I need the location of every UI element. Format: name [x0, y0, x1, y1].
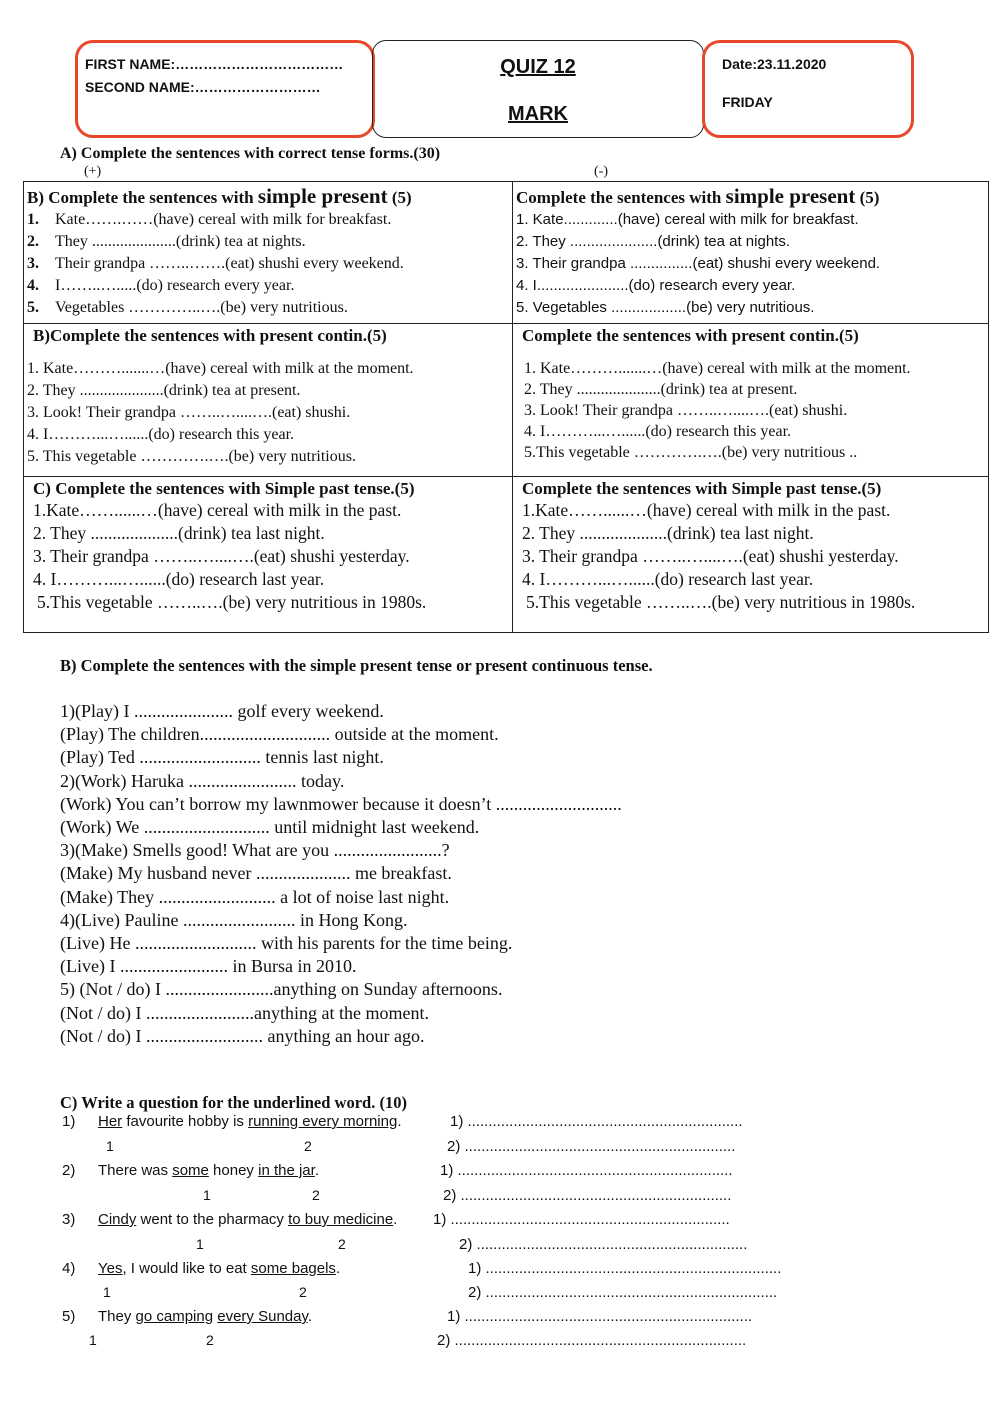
cell-heading: C) Complete the sentences with Simple past tense.(5) — [33, 479, 415, 498]
list-item[interactable]: 5. This vegetable ………….….(be) very nutritious. — [27, 448, 356, 465]
list-item[interactable]: 4. I………...…......(do) research last year. — [522, 569, 814, 589]
quiz-title-box — [372, 40, 704, 138]
question-4: 4) Yes, I would like to eat some bagels. — [62, 1260, 341, 1277]
exercise-line[interactable]: (Live) He ........................... with his parents for the time being. — [60, 933, 513, 954]
table-row — [24, 324, 989, 477]
list-item[interactable]: 3. Their grandpa ……..…....….(eat) shushi yesterday. — [522, 546, 899, 566]
marker-2: 2 — [299, 1284, 307, 1300]
list-item[interactable]: 3. Look! Their grandpa ……..…....….(eat) shushi. — [524, 402, 848, 419]
cell-heading: Complete the sentences with simple present (5) — [516, 184, 880, 208]
marker-1: 1 — [89, 1332, 97, 1348]
table-row — [24, 182, 989, 324]
section-c-title: C) Write a question for the underlined word. (10) — [60, 1093, 407, 1112]
answer-line-2[interactable]: 2) ................................................................. — [447, 1138, 736, 1155]
answer-line-2[interactable]: 2) ................................................................. — [443, 1187, 732, 1204]
list-item[interactable]: 1. Kate……….......…(have) cereal with milk at the moment. — [27, 360, 414, 377]
cell-present-continuous-negative — [513, 324, 989, 477]
list-item[interactable]: 4. I………...…......(do) research last year. — [33, 569, 325, 589]
list-item[interactable]: 5.This vegetable ……..….(be) very nutritious in 1980s. — [37, 592, 427, 612]
exercise-line[interactable]: 2)(Work) Haruka ........................ today. — [60, 770, 345, 791]
cell-heading: B) Complete the sentences with simple present (5) — [27, 184, 412, 208]
cell-simple-present-negative — [513, 182, 989, 324]
answer-line-2[interactable]: 2) ...................................................................... — [468, 1284, 778, 1301]
list-item[interactable]: 3. Their grandpa ……..…….(eat) shushi every weekend. — [27, 255, 404, 272]
question-2: 2) There was some honey in the jar. — [62, 1162, 319, 1179]
marker-1: 1 — [103, 1284, 111, 1300]
list-item[interactable]: 5.This vegetable ……..….(be) very nutritious in 1980s. — [526, 592, 916, 612]
answer-line-2[interactable]: 2) ................................................................. — [459, 1236, 748, 1253]
exercise-line[interactable]: (Work) We ............................ until midnight last weekend. — [60, 817, 480, 838]
list-item[interactable]: 2. They .....................(drink) tea at nights. — [27, 233, 306, 250]
answer-line-1[interactable]: 1) ....................................................................... — [468, 1260, 782, 1277]
list-item[interactable]: 3. Their grandpa ……..…....….(eat) shushi yesterday. — [33, 546, 410, 566]
answer-line-1[interactable]: 1) ................................................................... — [433, 1211, 730, 1228]
list-item[interactable]: 4. I………...…......(do) research this year. — [524, 423, 792, 440]
exercise-line[interactable]: (Not / do) I ........................anything at the moment. — [60, 1002, 429, 1023]
marker-1: 1 — [203, 1187, 211, 1203]
list-item[interactable]: 1.Kate……......…(have) cereal with milk in the past. — [33, 500, 402, 520]
answer-line-2[interactable]: 2) ...................................................................... — [437, 1332, 747, 1349]
marker-1: 1 — [196, 1236, 204, 1252]
list-item[interactable]: 2. They ....................(drink) tea last night. — [33, 523, 325, 543]
exercise-line[interactable]: 5) (Not / do) I ........................anything on Sunday afternoons. — [60, 979, 503, 1000]
exercise-line[interactable]: (Make) My husband never ..................... me breakfast. — [60, 863, 452, 884]
section-b-list — [60, 700, 622, 1048]
answer-line-1[interactable]: 1) ..................................................................... — [447, 1308, 753, 1325]
date-box — [702, 40, 914, 138]
list-item[interactable]: 4. I………...…......(do) research this year. — [27, 426, 295, 443]
cell-present-continuous-positive — [24, 324, 513, 477]
marker-2: 2 — [304, 1138, 312, 1154]
mark-label: MARK — [508, 103, 568, 125]
plus-label: (+) — [84, 164, 102, 179]
exercise-line[interactable]: 1)(Play) I ...................... golf every weekend. — [60, 701, 384, 721]
marker-1: 1 — [106, 1138, 114, 1154]
exercise-line[interactable]: 4)(Live) Pauline ......................... in Hong Kong. — [60, 909, 408, 930]
list-item[interactable]: 5. Vegetables …………..….(be) very nutritious. — [27, 299, 348, 316]
name-box — [75, 40, 375, 138]
answer-line-1[interactable]: 1) .................................................................. — [440, 1162, 733, 1179]
section-b-title: B) Complete the sentences with the simple present tense or present continuous tense. — [60, 656, 653, 675]
list-item[interactable]: 2. They .....................(drink) tea at nights. — [516, 233, 790, 250]
list-item[interactable]: 5.This vegetable ………….….(be) very nutritious .. — [524, 444, 858, 461]
marker-2: 2 — [338, 1236, 346, 1252]
exercise-line[interactable]: (Work) You can’t borrow my lawnmower because it doesn’t ............................ — [60, 793, 622, 814]
list-item[interactable]: 4. I……..….....(do) research every year. — [27, 277, 295, 294]
exercise-line[interactable]: (Make) They .......................... a lot of noise last night. — [60, 886, 450, 907]
list-item[interactable]: 2. They ....................(drink) tea last night. — [522, 523, 814, 543]
day-text: FRIDAY — [722, 94, 773, 110]
minus-label: (-) — [594, 164, 608, 179]
exercise-line[interactable]: 3)(Make) Smells good! What are you ........................? — [60, 840, 450, 861]
list-item[interactable]: 2. They .....................(drink) tea at present. — [524, 381, 798, 398]
second-name-field[interactable]: SECOND NAME:……………………… — [85, 79, 321, 95]
marker-2: 2 — [206, 1332, 214, 1348]
exercise-line[interactable]: (Play) Ted ........................... tennis last night. — [60, 747, 384, 768]
marker-2: 2 — [312, 1187, 320, 1203]
list-item[interactable]: 3. Their grandpa ...............(eat) shushi every weekend. — [516, 255, 881, 272]
quiz-title: QUIZ 12 — [500, 56, 576, 78]
list-item[interactable]: 1. Kate.............(have) cereal with milk for breakfast. — [516, 211, 859, 228]
list-item[interactable]: 2. They .....................(drink) tea at present. — [27, 382, 301, 399]
list-item[interactable]: 1.Kate……......…(have) cereal with milk in the past. — [522, 500, 891, 520]
exercise-line[interactable]: (Play) The children............................. outside at the moment. — [60, 724, 499, 745]
cell-simple-past-positive — [24, 477, 513, 633]
exercise-line[interactable]: (Not / do) I .......................... anything an hour ago. — [60, 1025, 425, 1046]
question-3: 3) Cindy went to the pharmacy to buy medicine. — [62, 1211, 398, 1228]
table-row — [24, 477, 989, 633]
section-a-title: A) Complete the sentences with correct tense forms.(30) — [60, 145, 441, 162]
first-name-field[interactable]: FIRST NAME:……………………………… — [85, 56, 344, 72]
list-item[interactable]: 3. Look! Their grandpa ……..…....….(eat) shushi. — [27, 404, 351, 421]
cell-simple-past-negative — [513, 477, 989, 633]
list-item[interactable]: 4. I......................(do) research every year. — [516, 277, 796, 294]
list-item[interactable]: 1. Kate…….……(have) cereal with milk for breakfast. — [27, 211, 392, 228]
cell-heading: Complete the sentences with Simple past tense.(5) — [522, 479, 882, 498]
cell-heading: B)Complete the sentences with present contin.(5) — [33, 326, 387, 345]
answer-line-1[interactable]: 1) .................................................................. — [450, 1113, 743, 1130]
cell-simple-present-positive — [24, 182, 513, 324]
question-1: 1) Her favourite hobby is running every morning. — [62, 1113, 402, 1130]
list-item[interactable]: 1. Kate……….......…(have) cereal with milk at the moment. — [524, 360, 911, 377]
exercise-line[interactable]: (Live) I ........................ in Bursa in 2010. — [60, 956, 357, 977]
tense-table — [23, 181, 989, 633]
date-text: Date:23.11.2020 — [722, 56, 827, 72]
question-5: 5) They go camping every Sunday. — [62, 1308, 313, 1325]
list-item[interactable]: 5. Vegetables ..................(be) very nutritious. — [516, 299, 815, 316]
cell-heading: Complete the sentences with present contin.(5) — [522, 326, 859, 345]
